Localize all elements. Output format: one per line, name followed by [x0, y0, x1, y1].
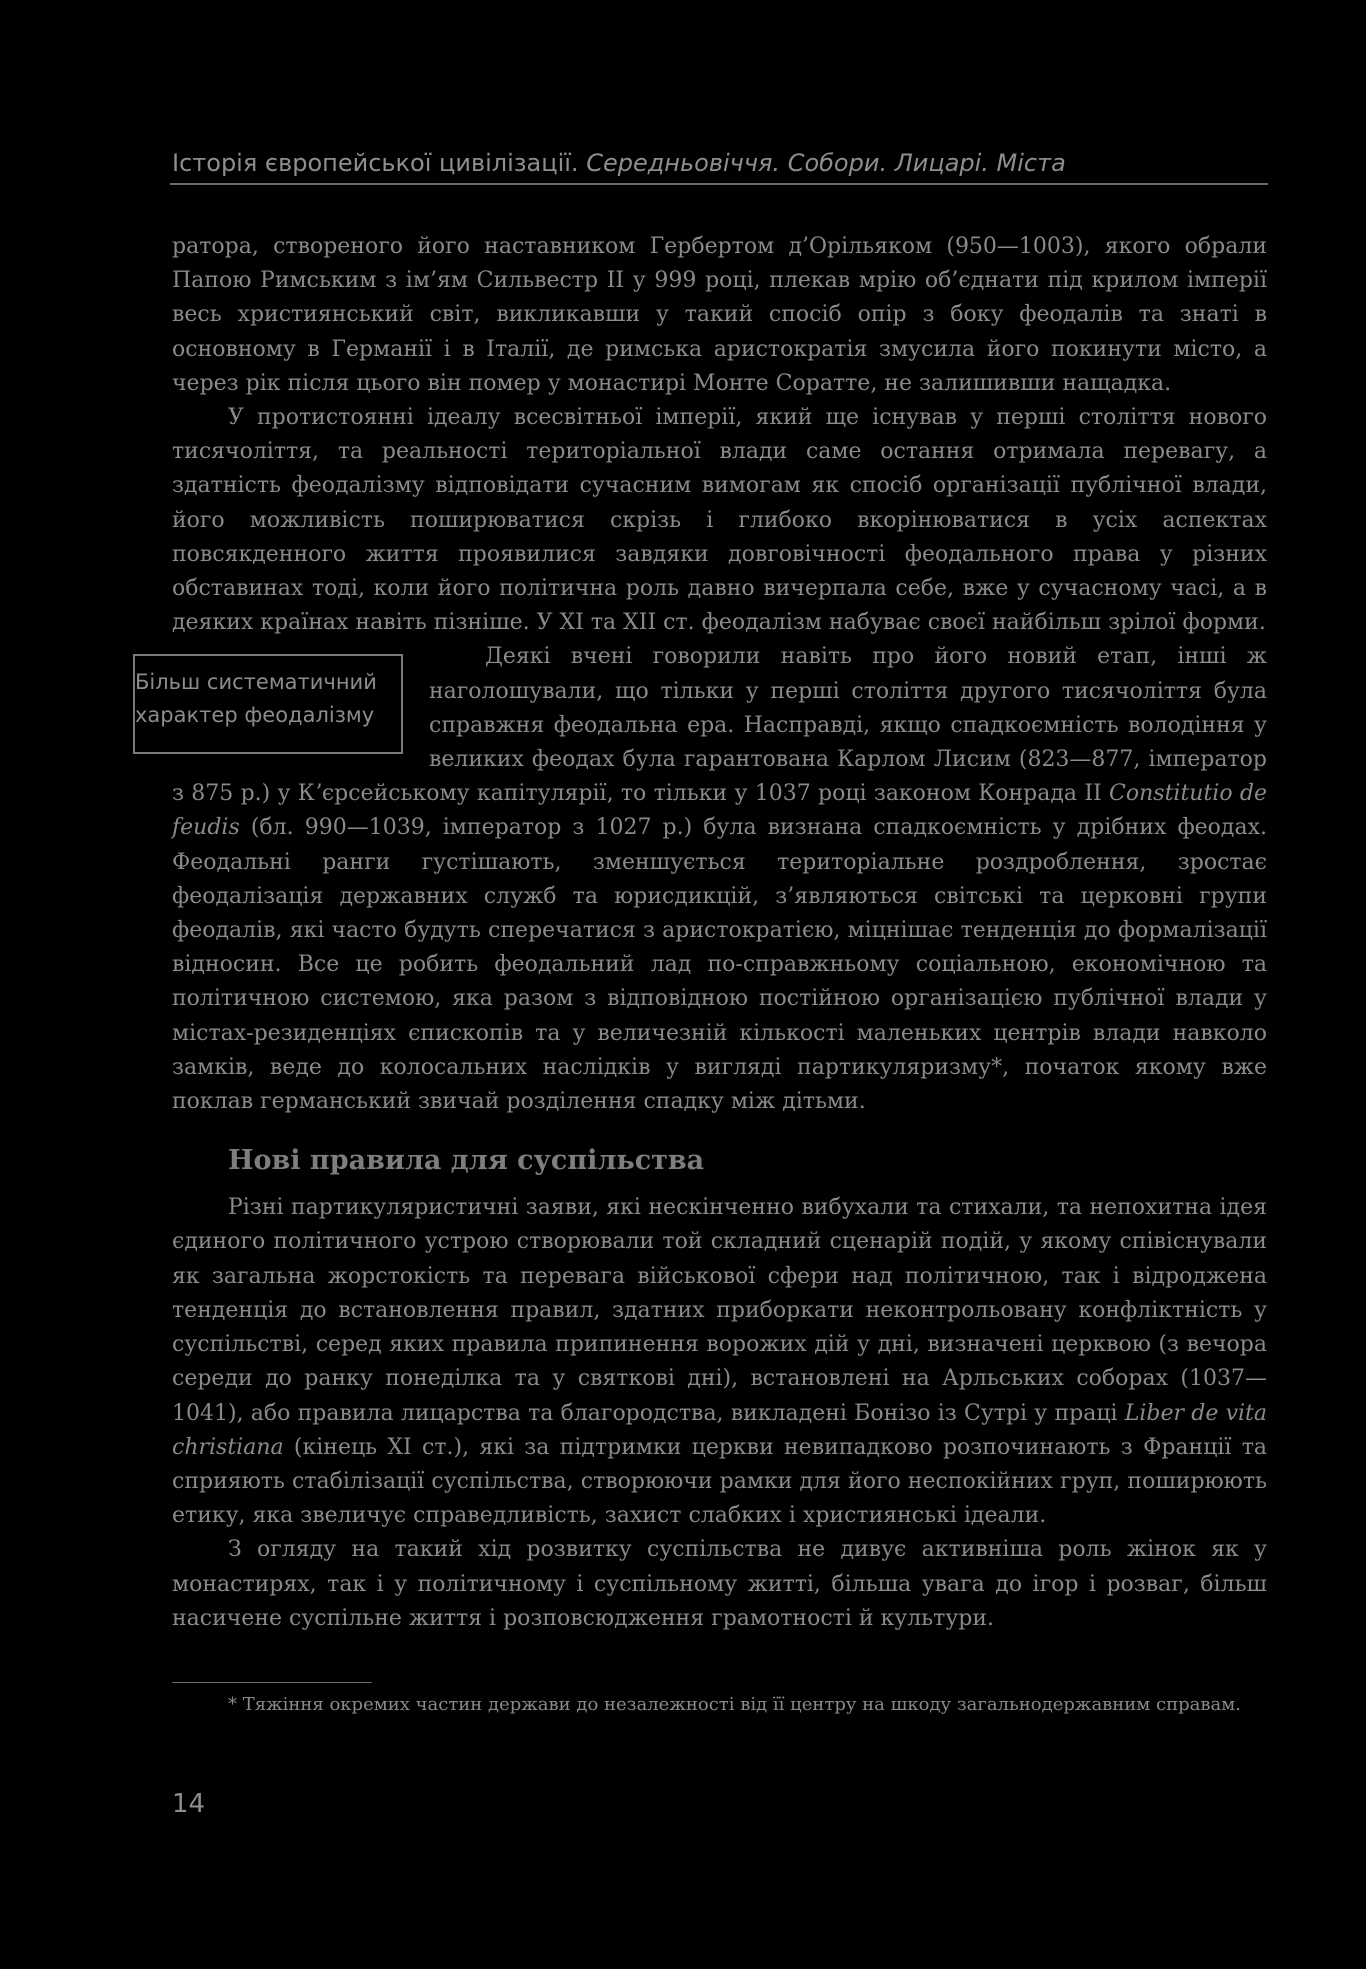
margin-note-line-1: Більш систематичний	[135, 670, 377, 695]
running-head	[172, 146, 1267, 180]
paragraph-3-text-a: Деякі вчені говорили навіть про його новий етап, інші ж наголошували, що тільки у перші століття другого тисячоліття була справжня феодальна ера. Насправді, якщо спадкоємність володіння у великих феодах була гарантована Карлом Лисим (823—877, імператор з 875 р.) у Кʼєрсейському капітулярії, то тільки у 1037 році законом Конрада II	[172, 644, 1267, 807]
main-text	[135, 230, 1267, 1636]
paragraph-3-text-b: (бл. 990—1039, імператор з 1027 р.) була визнана спадкоємність у дрібних феодах. Феодальні ранги густішають, зменшується територіальне роздроблення, зростає феодалізація державних служб та юрисдикцій, з’являються світські та церковні групи феодалів, які часто будуть сперечатися з аристократією, міцнішає тенденція до формалізації відносин. Все це робить феодальний лад по-справжньому соціальною, економічною та політичною системою, яка разом з відповідною постійною організацією публічної влади у містах-резиденціях єпископів та у величезній кількості маленьких центрів влади навколо замків, веде до колосальних наслідків у вигляді партикуляризму*, початок якому вже поклав германський звичай розділення спадку між дітьми.	[172, 815, 1267, 1115]
footnote-rule	[172, 1682, 372, 1683]
paragraph-2: У протистоянні ідеалу всесвітньої імперії, який ще існував у перші століття нового тисячоліття, та реальності територіальної влади саме остання отримала перевагу, а здатність феодалізму відповідати сучасним вимогам як спосіб організації публічної влади, його можливість поширюватися скрізь і глибоко вкорінюватися в усіх аспектах повсякденного життя проявилися завдяки довговічності феодального права у різних обставинах тоді, коли його політична роль давно вичерпала себе, вже у сучасному часі, а в деяких країнах навіть пізніше. У XI та XII ст. феодалізм набуває своєї найбільш зрілої форми.	[172, 405, 1267, 636]
margin-note	[133, 654, 403, 754]
book-subtitle: Середньовіччя. Собори. Лицарі. Міста	[586, 149, 1066, 177]
book-title: Історія європейської цивілізації.	[172, 149, 579, 177]
page-number: 14	[172, 1789, 206, 1819]
paragraph-4-latin-title: Liber de vita christiana	[172, 1400, 1267, 1460]
margin-note-line-2: характер феодалізму	[135, 703, 375, 728]
paragraph-4-text-b: (кінець XI ст.), які за підтримки церкви невипадково розпочинають з Франції та сприяють стабілізації суспільства, створюючи рамки для його неспокійних груп, поширюють етику, яка звеличує справедливість, захист слабких і християнські ідеали.	[172, 1434, 1267, 1529]
footnote	[172, 1690, 1267, 1720]
paragraph-3-latin-title: Constitutio de feudis	[172, 781, 1267, 841]
footnote-text: * Тяжіння окремих частин держави до незалежності від її центру на шкоду загальнодержавним справам.	[228, 1694, 1241, 1715]
paragraph-5: З огляду на такий хід розвитку суспільства не дивує активніша роль жінок як у монастирях, так і у політичному і суспільному житті, більша увага до ігор і розваг, більш насичене суспільне життя і розповсюдження грамотності й культури.	[172, 1537, 1267, 1631]
paragraph-1: ратора, створеного його наставником Гербертом д’Орільяком (950—1003), якого обрали Папою Римським з ім’ям Сильвестр II у 999 році, плекав мрію об’єднати під крилом імперії весь християнський світ, викликавши у такий спосіб опір з боку феодалів та знаті в основному в Германії і в Італії, де римська аристократія змусила його покинути місто, а через рік після цього він помер у монастирі Монте Соратте, не залишивши нащадка.	[172, 234, 1267, 396]
paragraph-4-text-a: Різні партикуляристичні заяви, які нескінченно вибухали та стихали, та непохитна ідея єдиного політичного устрою створювали той складний сценарій подій, у якому співіснували як загальна жорстокість та перевага військової сфери над політичною, так і відроджена тенденція до встановлення правил, здатних приборкати неконтрольовану конфліктність у суспільстві, серед яких правила припинення ворожих дій у дні, визначені церквою (з вечора середи до ранку понеділка та у святкові дні), встановлені на Арльських соборах (1037—1041), або правила лицарства та благородства, викладені Бонізо із Сутрі у праці	[172, 1195, 1267, 1426]
paragraph-3	[135, 640, 1267, 1119]
paragraph-4	[172, 1191, 1267, 1533]
section-heading: Нові правила для суспільства	[228, 1145, 705, 1177]
header-rule	[170, 183, 1268, 185]
